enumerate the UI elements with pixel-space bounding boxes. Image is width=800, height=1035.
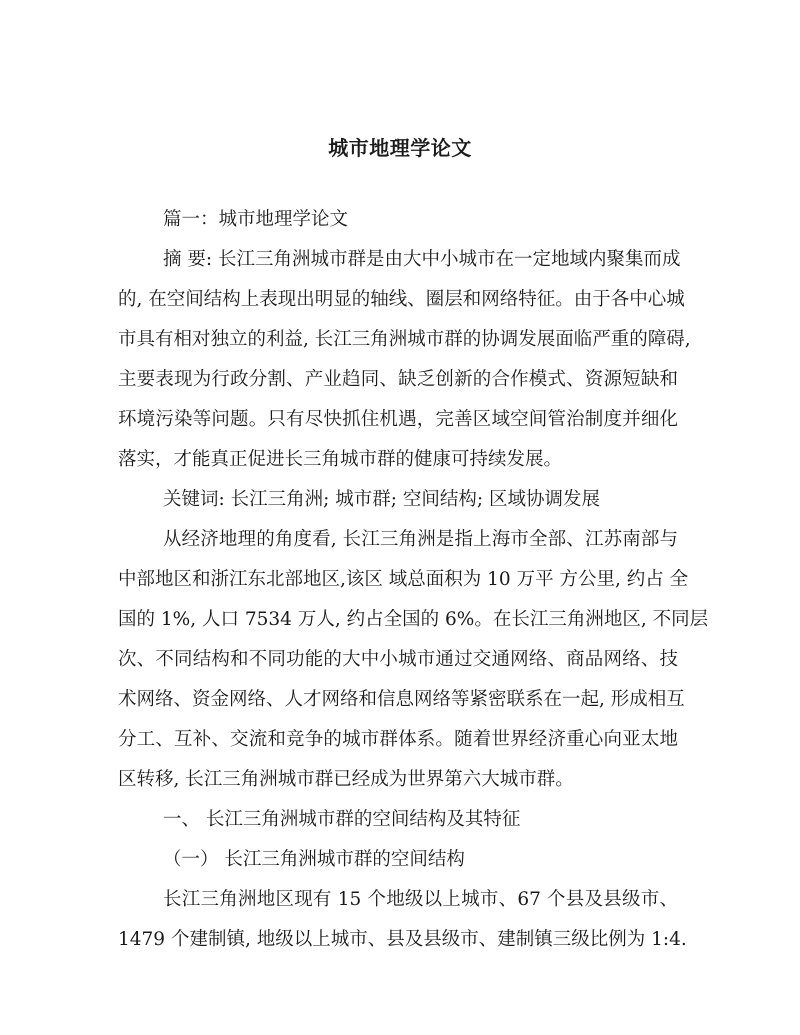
page-title: 城市地理学论文 xyxy=(328,136,472,160)
body-line: 1479 个建制镇, 地级以上城市、县及县级市、建制镇三级比例为 1:4. xyxy=(118,929,687,950)
keywords-line: 关键词: 长江三角洲; 城市群; 空间结构; 区域协调发展 xyxy=(163,489,600,510)
body-line: 中部地区和浙江东北部地区,该区 域总面积为 10 万平 方公里, 约占 全 xyxy=(118,569,689,590)
abstract-line: 落实，才能真正促进长三角城市群的健康可持续发展。 xyxy=(118,449,563,470)
body-line: 次、不同结构和不同功能的大中小城市通过交通网络、商品网络、技 xyxy=(118,649,678,670)
body-line: 分工、互补、交流和竞争的城市群体系。随着世界经济重心向亚太地 xyxy=(118,729,678,750)
body-line: 术网络、资金网络、人才网络和信息网络等紧密联系在一起, 形成相互 xyxy=(118,689,685,710)
body-line: 长江三角洲地区现有 15 个地级以上城市、67 个县及县级市、 xyxy=(163,889,678,910)
section-heading: 篇一：城市地理学论文 xyxy=(163,209,349,230)
abstract-line: 摘 要: 长江三角洲城市群是由大中小城市在一定地域内聚集而成 xyxy=(163,249,681,270)
abstract-line: 的, 在空间结构上表现出明显的轴线、圈层和网络特征。由于各中心城 xyxy=(118,289,685,310)
body-line: 区转移, 长江三角洲城市群已经成为世界第六大城市群。 xyxy=(118,769,574,790)
body-line: 国的 1%, 人口 7534 万人, 约占全国的 6%。在长江三角洲地区, 不同层 xyxy=(118,609,709,630)
abstract-line: 主要表现为行政分割、产业趋同、缺乏创新的合作模式、资源短缺和 xyxy=(118,369,678,390)
abstract-line: 市具有相对独立的利益, 长江三角洲城市群的协调发展面临严重的障碍, xyxy=(118,329,691,350)
abstract-line: 环境污染等问题。只有尽快抓住机遇，完善区域空间管治制度并细化 xyxy=(118,409,678,430)
heading-1: 一、 长江三角洲城市群的空间结构及其特征 xyxy=(163,809,521,830)
body-line: 从经济地理的角度看, 长江三角洲是指上海市全部、江苏南部与 xyxy=(163,529,678,550)
heading-1-1: （一） 长江三角洲城市群的空间结构 xyxy=(163,849,465,870)
